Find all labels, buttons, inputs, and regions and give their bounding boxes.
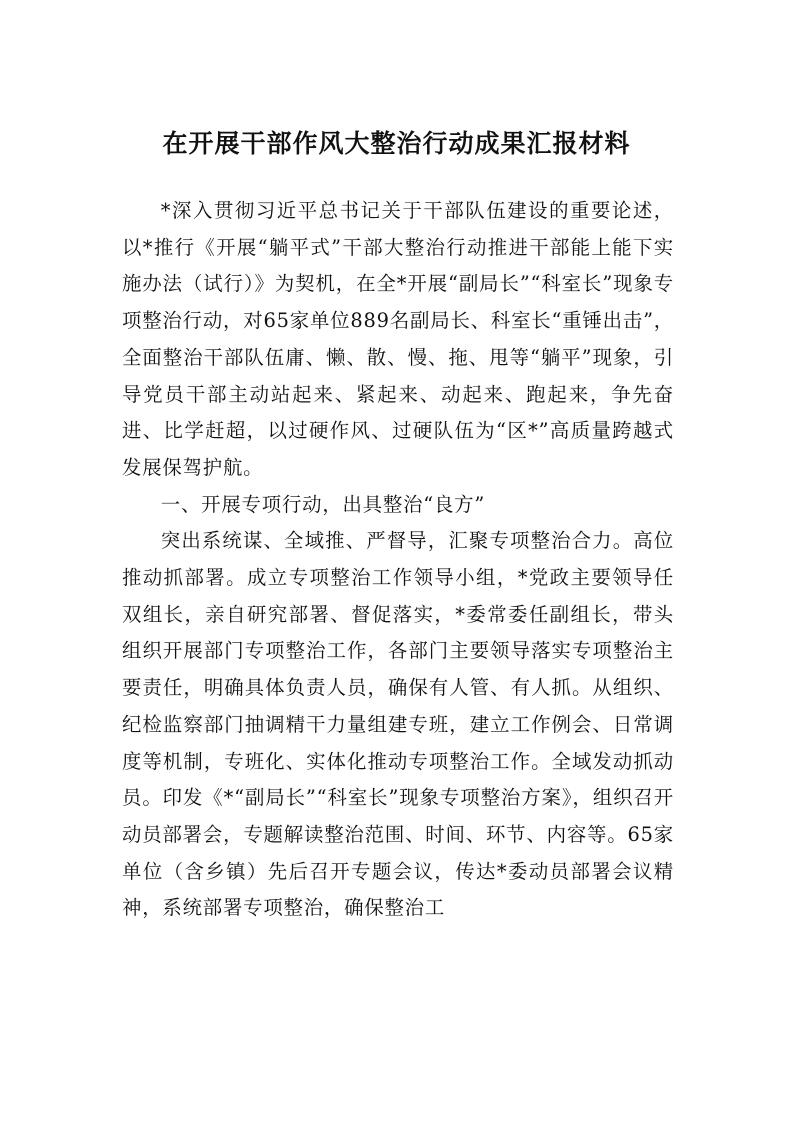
paragraph-intro: *深入贯彻习近平总书记关于干部队伍建设的重要论述，以*推行《开展“躺平式”干部大整治行动推进干部能上能下实施办法（试行）》为契机，在全*开展“副局长”“科室长”现象专项整治行动，对65家单位889名副局长、科室长“重锤出击”，全面整治干部队伍庸、懒、散、慢、拖、甩等“躺平”现象，引导党员干部主动站起来、紧起来、动起来、跑起来，争先奋进、比学赶超，以过硬作风、过硬队伍为“区*”高质量跨越式发展保驾护航。	[122, 199, 674, 479]
section-heading: 一、开展专项行动，出具整治“良方”	[160, 492, 486, 516]
paragraph-section-1: 突出系统谋、全域推、严督导，汇聚专项整治合力。高位推动抓部署。成立专项整治工作领导小组，*党政主要领导任双组长，亲自研究部署、督促落实，*委常委任副组长，带头组织开展部门专项整治工作，各部门主要领导落实专项整治主要责任，明确具体负责人员，确保有人管、有人抓。从组织、纪检监察部门抽调精干力量组建专班，建立工作例会、日常调度等机制，专班化、实体化推动专项整治工作。全域发动抓动员。印发《*“副局长”“科室长”现象专项整治方案》，组织召开动员部署会，专题解读整治范围、时间、环节、内容等。65家单位（含乡镇）先后召开专题会议，传达*委动员部署会议精神，系统部署专项整治，确保整治工	[122, 529, 674, 920]
document-title: 在开展干部作风大整治行动成果汇报材料	[162, 129, 631, 158]
document-body	[122, 193, 674, 927]
